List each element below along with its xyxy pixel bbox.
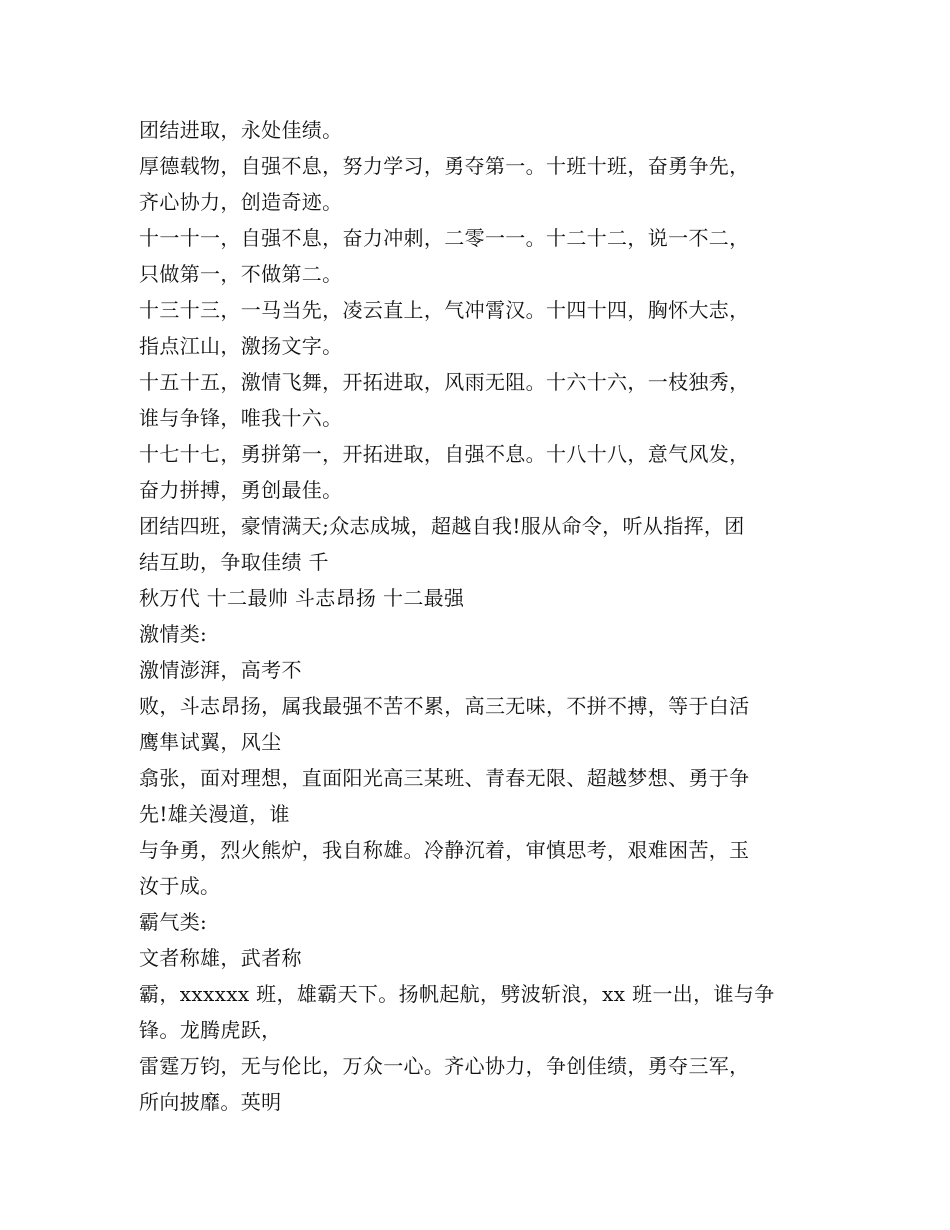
text-line: 十七十七，勇拼第一，开拓进取，自强不息。十八十八，意气风发， xyxy=(139,442,750,466)
text-line: 团结进取，永处佳绩。 xyxy=(139,118,343,142)
text-line: 奋力拼搏，勇创最佳。 xyxy=(139,478,343,502)
text-line: 霸，xxxxxx 班，雄霸天下。扬帆起航，劈波斩浪，xx 班一出，谁与争 xyxy=(139,982,775,1006)
text-line: 汝于成。 xyxy=(139,874,221,898)
text-line: 十五十五，激情飞舞，开拓进取，风雨无阻。十六十六，一枝独秀， xyxy=(139,370,750,394)
text-line: 结互助，争取佳绩 千 xyxy=(139,550,329,574)
text-line: 翕张，面对理想，直面阳光高三某班、青春无限、超越梦想、勇于争 xyxy=(139,766,750,790)
text-line: 激情澎湃，高考不 xyxy=(139,658,302,682)
text-line: 雷霆万钧，无与伦比，万众一心。齐心协力，争创佳绩，勇夺三军， xyxy=(139,1054,750,1078)
text-line: 齐心协力，创造奇迹。 xyxy=(139,190,343,214)
text-line: 团结四班，豪情满天;众志成城，超越自我!服从命令，听从指挥，团 xyxy=(139,514,745,538)
text-line: 秋万代 十二最帅 斗志昂扬 十二最强 xyxy=(139,586,465,610)
text-line: 败，斗志昂扬，属我最强不苦不累，高三无味，不拼不搏，等于白活 xyxy=(139,694,750,718)
text-line: 文者称雄，武者称 xyxy=(139,946,302,970)
text-line: 鹰隼试翼，风尘 xyxy=(139,730,282,754)
text-line: 厚德载物，自强不息，努力学习，勇夺第一。十班十班，奋勇争先， xyxy=(139,154,750,178)
section-heading: 霸气类: xyxy=(139,910,208,934)
text-line: 锋。龙腾虎跃， xyxy=(139,1018,282,1042)
text-line: 十一十一，自强不息，奋力冲刺，二零一一。十二十二，说一不二， xyxy=(139,226,750,250)
text-line: 谁与争锋，唯我十六。 xyxy=(139,406,343,430)
text-line: 指点江山，激扬文字。 xyxy=(139,334,343,358)
section-heading: 激情类: xyxy=(139,622,208,646)
text-line: 与争勇，烈火熊炉，我自称雄。冷静沉着，审慎思考，艰难困苦，玉 xyxy=(139,838,750,862)
text-line: 只做第一，不做第二。 xyxy=(139,262,343,286)
text-line: 先!雄关漫道，谁 xyxy=(139,802,290,826)
document-text-body xyxy=(139,112,819,1120)
text-line: 十三十三，一马当先，凌云直上，气冲霄汉。十四十四，胸怀大志， xyxy=(139,298,750,322)
text-line: 所向披靡。英明 xyxy=(139,1090,282,1114)
